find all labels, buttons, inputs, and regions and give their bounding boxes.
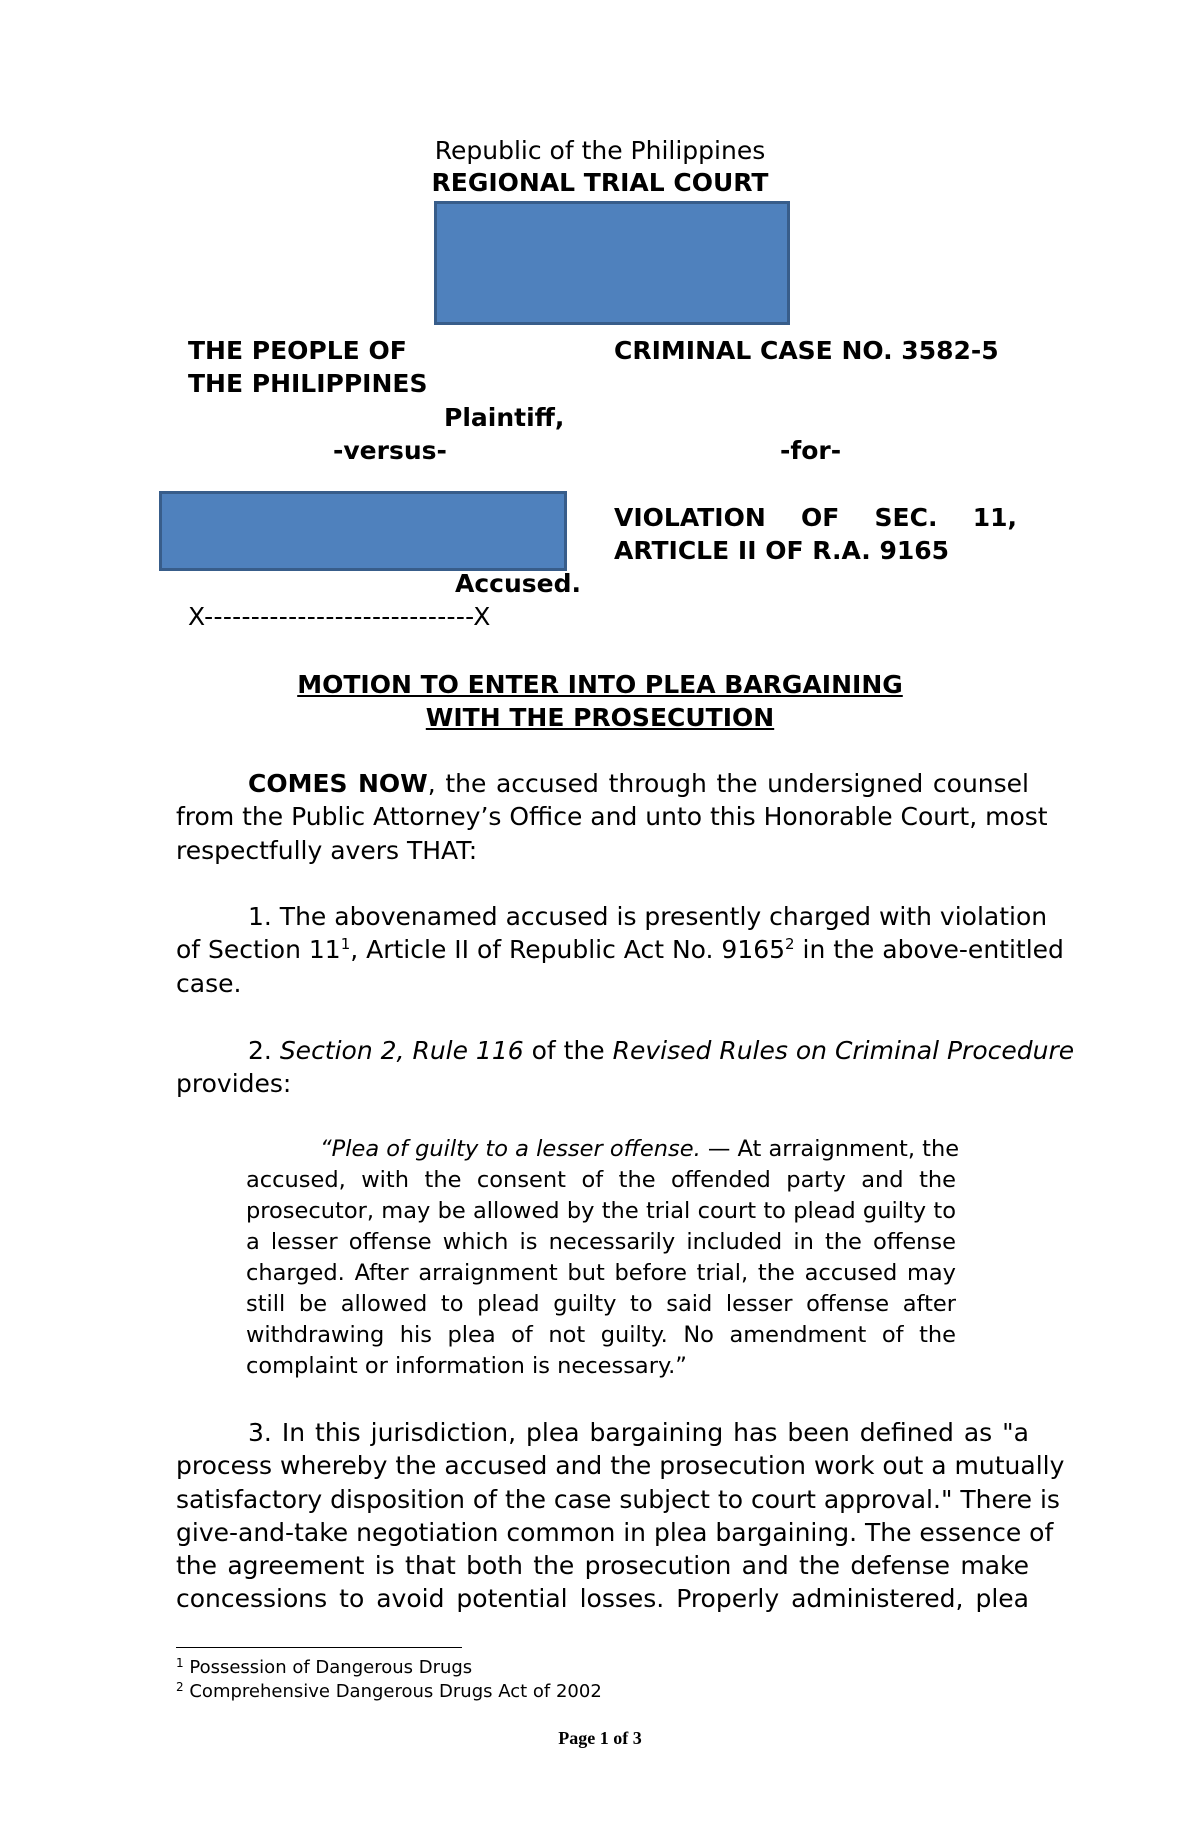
plaintiff-line-2: THE PHILIPPINES [188,369,428,398]
plaintiff-line-1: THE PEOPLE OF [188,336,407,365]
offense-line-2: ARTICLE II OF R.A. 9165 [614,536,950,565]
redaction-box-court [434,201,790,325]
footnote-1: $^1$ Possession of Dangerous Drugs [176,1656,473,1678]
motion-title-line-2: WITH THE PROSECUTION [425,703,775,732]
footnote-separator [176,1647,462,1648]
paragraph-3: 3. In this jurisdiction, plea bargaining has been defined as "a process whereby the accused and the prosecution work out a mutually satisfactory disposition of the case subject to court approval." There is give-and-take negotiation common in plea bargaining. The essence of the agreement is that both the prosecution and the defense make concessions to avoid potential losses. Properly administered, plea [176,1418,1065,1614]
redaction-box-accused [159,491,567,571]
versus-label: -versus- [333,436,447,465]
republic-header: Republic of the Philippines [434,136,766,165]
footnote-ref-1: 1 [340,935,351,954]
footnote-ref-2: 2 [785,935,795,954]
footnote-2: $^2$ Comprehensive Dangerous Drugs Act of 2002 [176,1680,602,1702]
court-header: REGIONAL TRIAL COURT [431,168,769,197]
accused-role: Accused. [455,569,582,598]
intro-paragraph: COMES NOW, the accused through the undersigned counsel from the Public Attorney’s Office and unto this Honorable Court, most respectfully avers THAT: [176,769,1048,865]
caption-separator: X-----------------------------X [188,602,491,631]
motion-title-line-1: MOTION TO ENTER INTO PLEA BARGAINING [297,670,903,699]
paragraph-2: 2. Section 2, Rule 116 of the Revised Rules on Criminal Procedure provides: [176,1036,1075,1099]
case-number: CRIMINAL CASE NO. 3582-5 [614,336,999,365]
comes-now-label: COMES NOW [248,769,428,798]
paragraph-1: 1. The abovenamed accused is presently charged with violation of Section $11^1$, Article II of Republic Act No. 9165$^2$ in the above-entitled case. [176,902,1064,998]
offense-line-1: VIOLATION OF SEC. 11, [614,503,1017,532]
page-number: Page 1 of 3 [558,1728,642,1748]
plaintiff-role: Plaintiff, [444,403,565,432]
for-label: -for- [780,436,842,465]
block-quote: “Plea of guilty to a lesser offense. — At arraignment, the accused, with the consent of the offended party and the prosecutor, may be allowed by the trial court to plead guilty to a lesser offense which is necessarily included in the offense charged. After arraignment but before trial, the accused may still be allowed to plead guilty to said lesser offense after withdrawing his plea of not guilty. No amendment of the complaint or information is necessary.” [246,1136,960,1379]
